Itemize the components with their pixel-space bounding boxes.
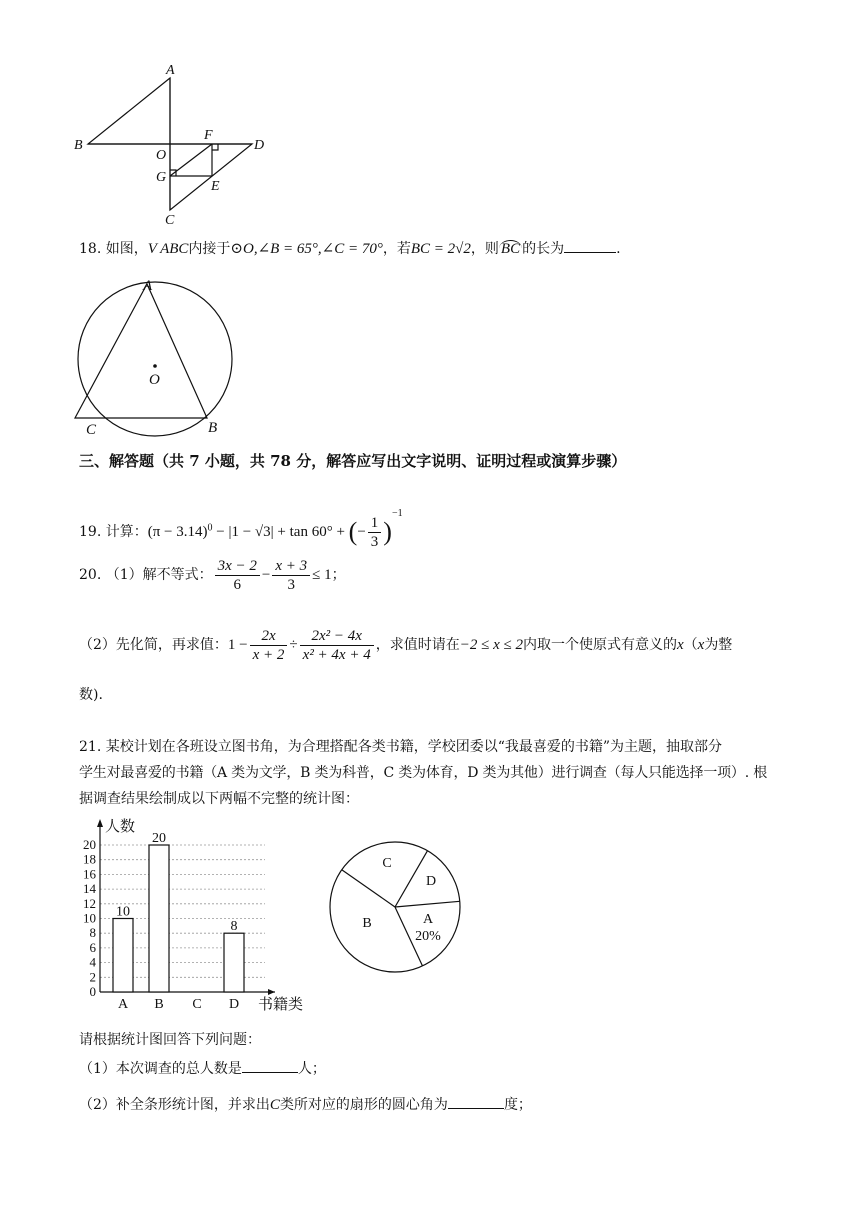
y-tick-label: 20 (83, 837, 96, 852)
label-g: G (156, 170, 167, 185)
triangle-expr: V ABC (147, 241, 189, 257)
answer-blank (448, 1094, 504, 1109)
x-tick-label: D (228, 997, 240, 1012)
pie-label-c: C (382, 856, 392, 871)
label-e: E (211, 179, 220, 194)
y-tick-label: 12 (83, 895, 96, 911)
y-tick-label: 4 (89, 954, 96, 970)
question-21-sub-2: （2）补全条形统计图，并求出C类所对应的扇形的圆心角为 度； (79, 1094, 532, 1115)
circle-figure (70, 272, 245, 442)
rhombus-figure (70, 62, 280, 227)
answer-blank (564, 238, 616, 253)
fraction-one-third: $\frac{1}{3}$ (368, 514, 382, 551)
center-dot (153, 364, 157, 368)
bar-value-label: 20 (152, 831, 166, 846)
label-a: A (143, 278, 153, 294)
label-b: B (208, 420, 218, 436)
label-d: D (254, 138, 265, 153)
question-20-part-1: 20. （1）解不等式： $\frac{3x - 2}{6}$ − $\frac{x + 3}{3}$ ≤ 1； (79, 557, 346, 593)
bar-chart (70, 815, 320, 1015)
y-tick-label: 2 (89, 969, 96, 985)
bar-value-label: 10 (116, 904, 130, 920)
pie-label-b: B (362, 916, 372, 931)
question-number: 20. (79, 567, 102, 583)
bar-b (149, 845, 169, 992)
y-tick-label: 8 (89, 925, 96, 941)
y-tick-label: 6 (89, 939, 96, 955)
label-o: O (156, 148, 167, 163)
y-axis-arrow (97, 819, 103, 827)
question-20-continuation: 数). (79, 687, 103, 703)
question-18: 18. 如图，V ABC内接于⊙O,∠B = 65°,∠C = 70°，若BC = 2√2，则 BC 的长为 . (79, 238, 621, 259)
pie-label-a: A (422, 912, 434, 927)
bar-value-label: 8 (230, 919, 238, 935)
question-21-prompt: 请根据统计图回答下列问题： (79, 1032, 261, 1048)
x-tick-label: B (154, 997, 164, 1012)
arc-bc: BC (500, 241, 521, 257)
section-3-heading: 三、解答题（共 7 小题，共 78 分，解答应写出文字说明、证明过程或演算步骤） (79, 452, 627, 470)
label-o: O (149, 372, 160, 388)
circumcircle (78, 282, 232, 436)
question-21-line-2: 学生对最喜爱的书籍（A 类为文学，B 类为科普，C 类为体育，D 类为其他）进行调查（每人只能选择一项）. 根 (79, 765, 768, 781)
question-number: 19. (79, 524, 102, 540)
y-tick-label: 10 (83, 910, 96, 926)
label-b: B (74, 138, 83, 153)
bar-a (113, 919, 133, 993)
bar-d (224, 933, 244, 992)
label-c: C (165, 213, 175, 227)
x-tick-label: A (117, 997, 129, 1012)
y-tick-label: 0 (89, 984, 96, 999)
triangle-abc (75, 284, 207, 418)
question-number: 18. (79, 241, 102, 257)
label-f: F (204, 128, 213, 143)
x-tick-label: C (192, 997, 202, 1012)
bc-expr: BC = 2√2 (410, 241, 471, 257)
question-20-part-2: （2）先化简，再求值：1 − $\frac{2x}{x + 2}$ ÷ $\frac{\text{2x² − 4x}}{\text{x² + 4x + 4}}$ ，求值时请在−2 ≤ x ≤ 2内取一个使原式有意义的x（x为整 (79, 627, 733, 663)
answer-blank (242, 1058, 298, 1073)
pie-label-d: D (425, 874, 437, 889)
angle-expr: ⊙O,∠B = 65°,∠C = 70° (230, 241, 383, 257)
x-axis-label: 书籍类 (258, 997, 304, 1013)
right-angle-f (212, 144, 218, 150)
pie-percent-a: 20% (415, 929, 441, 944)
y-tick-label: 18 (83, 851, 96, 867)
question-21-line-1: 21. 某校计划在各班设立图书角，为合理搭配各类书籍，学校团委以“我最喜爱的书籍”为主题，抽取部分 (79, 739, 723, 755)
y-axis-label: 人数 (105, 819, 136, 835)
question-21-line-3: 据调查结果绘制成以下两幅不完整的统计图： (79, 791, 359, 807)
question-19: 19. 计算：$(\pi - 3.14)^0 - |1 - √3| + \tan 60^\circ$ + (− $\frac{1}{3}$ )$^{-1}$ (79, 508, 403, 550)
label-c: C (86, 422, 97, 438)
question-21-sub-1: （1）本次调查的总人数是 人； (79, 1058, 326, 1079)
x-axis-arrow (268, 989, 275, 995)
label-a: A (166, 63, 175, 78)
pie-chart (325, 815, 470, 995)
y-tick-label: 16 (83, 866, 96, 882)
y-tick-label: 14 (83, 881, 96, 897)
